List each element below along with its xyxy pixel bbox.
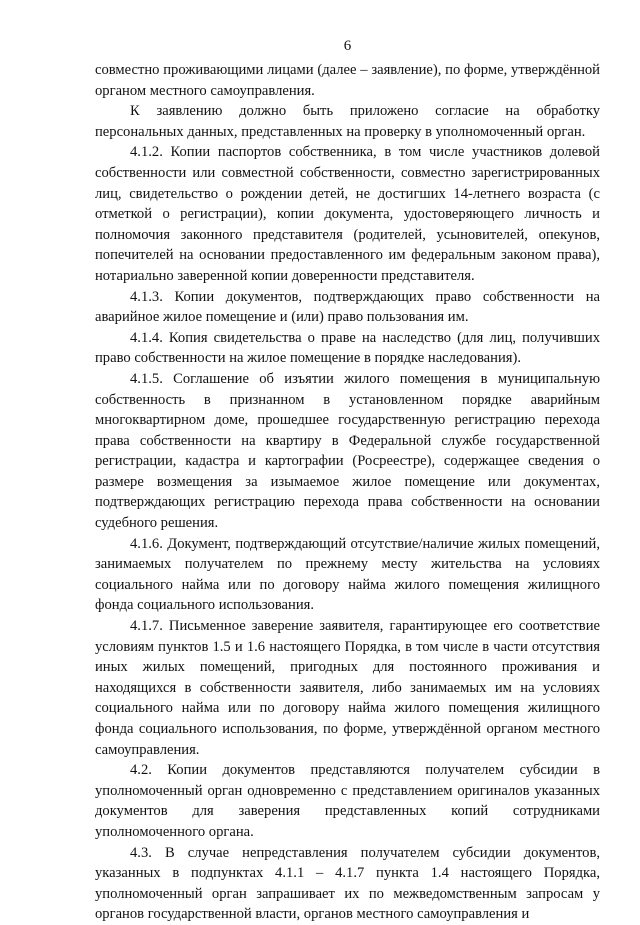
paragraph-4-1-4: 4.1.4. Копия свидетельства о праве на наследство (для лиц, получивших право собственности на жилое помещение в порядке наследования). — [95, 329, 600, 367]
page-number: 6 — [343, 38, 352, 54]
paragraph-application-form: совместно проживающими лицами (далее – заявление), по форме, утверждённой органом местного самоуправления. — [95, 62, 600, 99]
paragraph-4-3: 4.3. В случае непредставления получателем субсидии документов, указанных в подпунктах 4.1.1 – 4.1.7 пункта 1.4 настоящего Порядка, уполномоченный орган запрашивает их по межведомственным запросам у органов государственной власти, органов местного самоуправления и — [95, 844, 600, 923]
paragraph-4-1-7: 4.1.7. Письменное заверение заявителя, гарантирующее его соответствие условиям пунктов 1.5 и 1.6 настоящего Порядка, в том числе в части отсутствия иных жилых помещений, пригодных для постоянного проживания и находящихся в собственности заявителя, либо занимаемых им на условиях социального найма или по договору найма жилого помещения жилищного фонда социального использования, по форме, утверждённой органом местного самоуправления. — [95, 618, 600, 758]
paragraph-consent: К заявлению должно быть приложено согласие на обработку персональных данных, представленных на проверку в уполномоченный орган. — [95, 103, 600, 140]
paragraph-4-2: 4.2. Копии документов представляются получателем субсидии в уполномоченный орган одновременно с представлением оригиналов указанных документов для заверения представленных копий сотрудниками уполномоченного органа. — [95, 762, 600, 840]
paragraph-4-1-6: 4.1.6. Документ, подтверждающий отсутствие/наличие жилых помещений, занимаемых получателем по прежнему месту жительства на условиях социального найма или по договору найма жилого помещения жилищного фонда социального использования. — [95, 535, 600, 614]
paragraph-4-1-3: 4.1.3. Копии документов, подтверждающих право собственности на аварийное жилое помещение и (или) право пользования им. — [95, 288, 600, 326]
paragraph-4-1-2: 4.1.2. Копии паспортов собственника, в том числе участников долевой собственности или совместной собственности, совместно зарегистрированных лиц, свидетельство о рождении детей, не достигших 14-летнего возраста (с отметкой о регистрации), копии документа, удостоверяющего личность и полномочия законного представителя (родителей, усыновителей, опекунов, попечителей на основании предоставленного им федеральным законом права), нотариально заверенной копии доверенности представителя. — [95, 144, 600, 284]
paragraph-4-1-5: 4.1.5. Соглашение об изъятии жилого помещения в муниципальную собственность в признанном в установленном порядке аварийным многоквартирном доме, прошедшее государственную регистрацию перехода права собственности на квартиру в Федеральной службе государственной регистрации, кадастра и картографии (Росреестре), содержащее сведения о размере возмещения за изымаемое жилое помещение или документах, подтверждающих регистрацию перехода права собственности на основании судебного решения. — [95, 370, 600, 532]
